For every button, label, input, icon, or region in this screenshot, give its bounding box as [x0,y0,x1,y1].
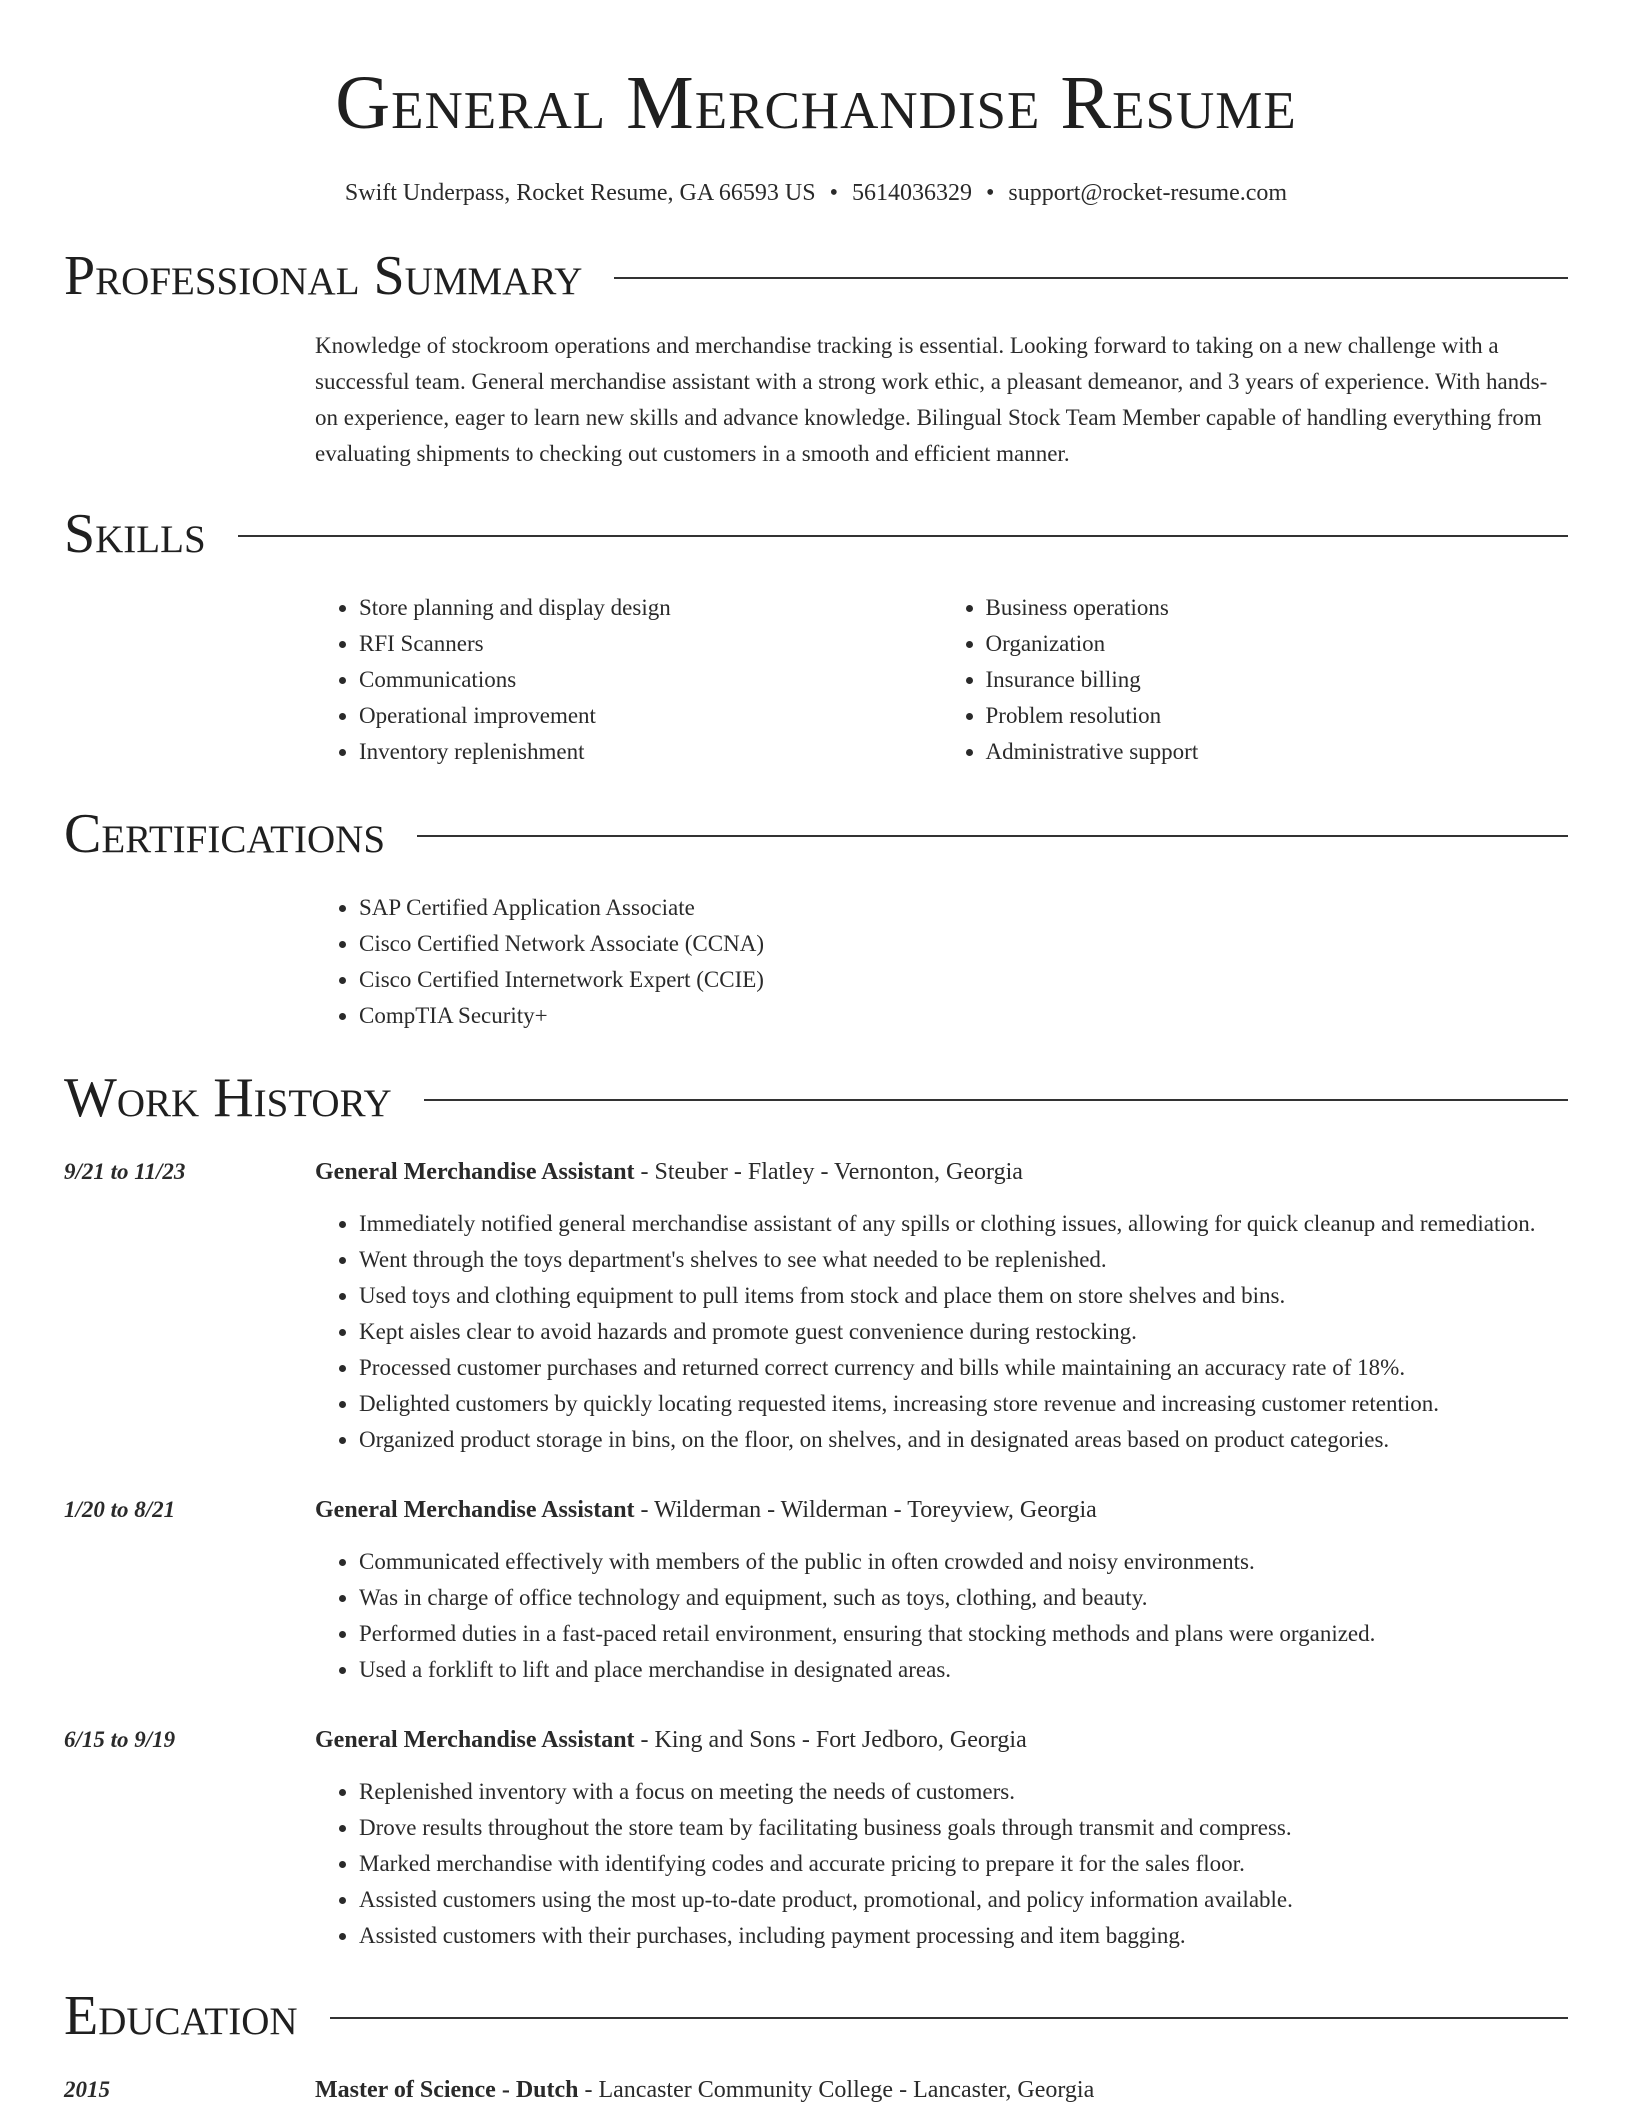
job-company-location: - Wilderman - Wilderman - Toreyview, Georgia [634,1497,1097,1523]
certification-item: • Cisco Certified Internetwork Expert (CCIE) [359,962,1568,998]
job-body [315,1492,1568,1688]
skill-item: • Business operations [986,590,1569,626]
skills-list-right [942,590,1569,770]
section-heading-certifications: Certifications [64,803,386,865]
certifications-list [315,890,1568,1034]
job-duty-item: • Was in charge of office technology and equipment, such as toys, clothing, and beauty. [359,1580,1568,1616]
job-entry [64,1492,1568,1688]
job-duty-item: • Went through the toys department's shelves to see what needed to be replenished. [359,1242,1568,1278]
job-title: General Merchandise Assistant [315,1727,635,1753]
job-company-location: - King and Sons - Fort Jedboro, Georgia [634,1727,1027,1753]
job-heading [315,1722,1568,1758]
address: Swift Underpass, Rocket Resume, GA 66593 US [344,180,816,206]
skill-item: • Insurance billing [986,662,1569,698]
certification-item: • CompTIA Security+ [359,998,1568,1034]
education-entry [64,2072,1568,2108]
job-body [315,1722,1568,1954]
phone: 5614036329 [851,180,972,206]
job-duty-item: • Organized product storage in bins, on the floor, on shelves, and in designated areas based on product categories. [359,1422,1568,1458]
job-dates: 1/20 to 8/21 [64,1497,176,1522]
job-entry [64,1154,1568,1458]
job-dates: 9/21 to 11/23 [64,1159,186,1184]
job-body [315,1154,1568,1458]
job-duties-list [315,1544,1568,1688]
skill-item: • RFI Scanners [359,626,942,662]
job-title: General Merchandise Assistant [315,1497,635,1523]
job-duty-item: • Delighted customers by quickly locating requested items, increasing store revenue and increasing customer retention. [359,1386,1568,1422]
job-duty-item: • Marked merchandise with identifying codes and accurate pricing to prepare it for the sales floor. [359,1846,1568,1882]
section-divider [424,1099,1568,1101]
skill-item: • Organization [986,626,1569,662]
education-heading [315,2072,1094,2108]
certifications-block [315,890,1568,1034]
job-duty-item: • Processed customer purchases and returned correct currency and bills while maintaining an accuracy rate of 18%. [359,1350,1568,1386]
work-section-header [64,1066,1568,1130]
job-company-location: - Steuber - Flatley - Vernonton, Georgia [634,1159,1023,1185]
job-duty-item: • Used toys and clothing equipment to pull items from stock and place them on store shelves and bins. [359,1278,1568,1314]
section-divider [330,2017,1568,2019]
summary-section-header [64,244,1568,308]
job-duties-list [315,1774,1568,1954]
skills-list-left [315,590,942,770]
job-duty-item: • Communicated effectively with members of the public in often crowded and noisy environments. [359,1544,1568,1580]
contact-separator: • [985,180,995,206]
section-heading-summary: Professional Summary [64,245,583,307]
education-degree: Master of Science - Dutch [315,2077,579,2103]
section-divider [417,835,1568,837]
education-list [64,2072,1568,2108]
skill-item: • Operational improvement [359,698,942,734]
email: support@rocket-resume.com [1008,180,1288,206]
job-heading [315,1492,1568,1528]
skills-section-header [64,502,1568,566]
job-heading [315,1154,1568,1190]
certification-item: • Cisco Certified Network Associate (CCNA) [359,926,1568,962]
section-heading-skills: Skills [64,503,206,565]
education-year: 2015 [64,2077,110,2102]
summary-text: Knowledge of stockroom operations and merchandise tracking is essential. Looking forward to taking on a new challenge with a successful team. General merchandise assistant with a strong work ethic, a pleasant demeanor, and 3 years of experience. With hands-on experience, eager to learn new skills and advance knowledge. Bilingual Stock Team Member capable of handling everything from evaluating shipments to checking out customers in a smooth and efficient manner. [315,333,1548,466]
section-divider [614,277,1568,279]
work-history-list [64,1154,1568,1954]
job-title: General Merchandise Assistant [315,1159,635,1185]
certification-item: • SAP Certified Application Associate [359,890,1568,926]
education-school: - Lancaster Community College - Lancaster, Georgia [578,2077,1095,2103]
skill-item: • Communications [359,662,942,698]
contact-separator: • [829,180,838,206]
job-duty-item: • Drove results throughout the store team by facilitating business goals through transmit and compress. [359,1810,1568,1846]
job-duty-item: • Immediately notified general merchandise assistant of any spills or clothing issues, allowing for quick cleanup and remediation. [359,1206,1568,1242]
resume-title: General Merchandise Resume [335,61,1297,145]
job-duty-item: • Assisted customers using the most up-to-date product, promotional, and policy information available. [359,1882,1568,1918]
section-divider [238,535,1568,537]
skill-item: • Store planning and display design [359,590,942,626]
job-duty-item: • Kept aisles clear to avoid hazards and promote guest convenience during restocking. [359,1314,1568,1350]
certifications-section-header [64,802,1568,866]
contact-line [64,178,1568,208]
section-heading-work-history: Work History [64,1067,392,1129]
education-section-header [64,1984,1568,2048]
resume-page [64,0,1568,2108]
job-duty-item: • Used a forklift to lift and place merchandise in designated areas. [359,1652,1568,1688]
skills-grid [315,590,1568,770]
skill-item: • Inventory replenishment [359,734,942,770]
job-duties-list [315,1206,1568,1458]
job-entry [64,1722,1568,1954]
section-heading-education: Education [64,1985,298,2047]
job-dates: 6/15 to 9/19 [64,1727,176,1752]
job-duty-item: • Assisted customers with their purchases, including payment processing and item bagging. [359,1918,1568,1954]
job-duty-item: • Performed duties in a fast-paced retail environment, ensuring that stocking methods and plans were organized. [359,1616,1568,1652]
skill-item: • Problem resolution [986,698,1569,734]
job-duty-item: • Replenished inventory with a focus on meeting the needs of customers. [359,1774,1568,1810]
skill-item: • Administrative support [986,734,1569,770]
